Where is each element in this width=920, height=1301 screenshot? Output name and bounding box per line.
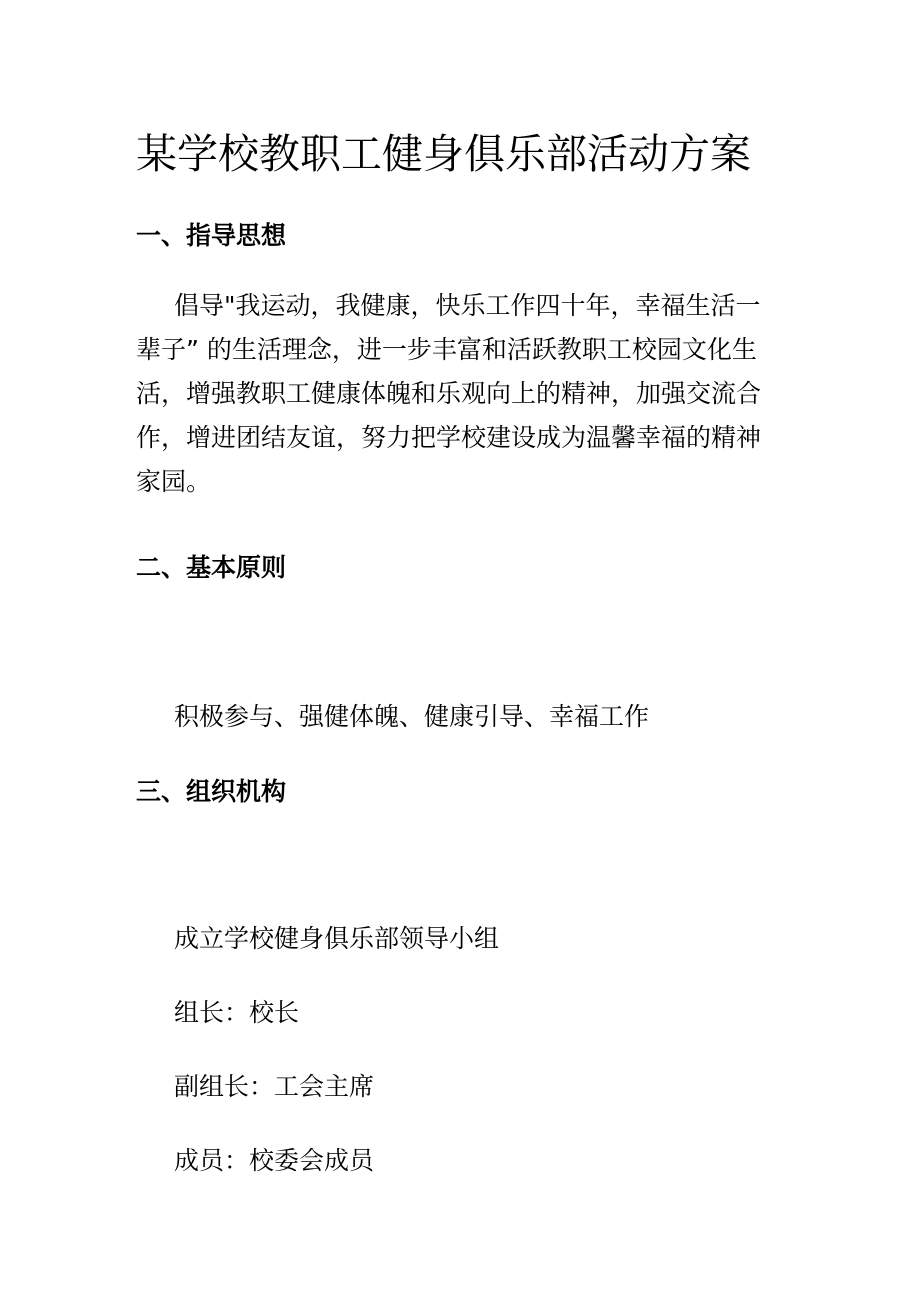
section-heading-organization: 三、组织机构 (136, 777, 287, 806)
guiding-ideology-paragraph (136, 284, 786, 504)
document-title: 某学校教职工健身俱乐部活动方案 (136, 130, 751, 178)
organization-intro: 成立学校健身俱乐部领导小组 (174, 924, 500, 953)
paragraph-line: 活，增强教职工健康体魄和乐观向上的精神，加强交流合 (136, 379, 762, 408)
section-heading-basic-principles: 二、基本原则 (136, 553, 287, 582)
organization-leader: 组长：校长 (174, 998, 300, 1027)
paragraph-line: 辈子” 的生活理念，进一步丰富和活跃教职工校园文化生 (136, 335, 757, 364)
section-heading-guiding-ideology: 一、指导思想 (136, 221, 287, 250)
paragraph-line: 倡导"我运动，我健康，快乐工作四十年，幸福生活一 (174, 291, 761, 320)
organization-deputy: 副组长：工会主席 (174, 1072, 375, 1101)
paragraph-line: 家园。 (136, 467, 212, 496)
basic-principles-text: 积极参与、强健体魄、健康引导、幸福工作 (174, 702, 650, 731)
paragraph-line: 作，增进团结友谊，努力把学校建设成为温馨幸福的精神 (136, 423, 762, 452)
organization-members: 成员：校委会成员 (174, 1146, 375, 1175)
